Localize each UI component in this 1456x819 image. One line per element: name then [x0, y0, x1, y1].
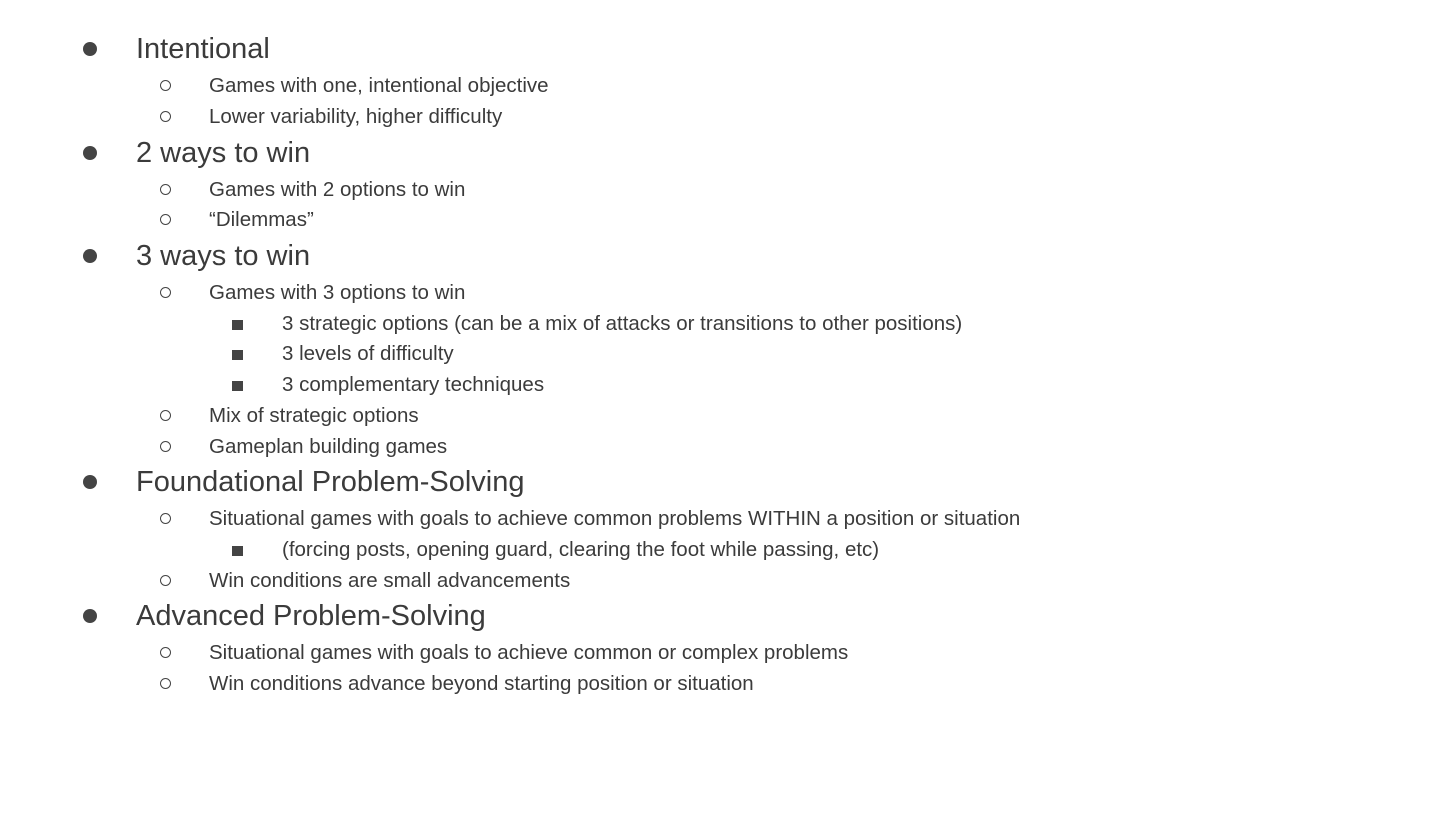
filled-square-bullet-icon	[232, 320, 243, 330]
sub-bullet-text: Games with 2 options to win	[209, 178, 466, 201]
hollow-circle-bullet-icon	[160, 410, 171, 421]
hollow-circle-bullet-icon	[160, 111, 171, 122]
sub-bullet-text: “Dilemmas”	[209, 208, 314, 231]
sub-bullet-text: Situational games with goals to achieve common or complex problems	[209, 641, 849, 664]
sub-bullet-text: Win conditions advance beyond starting position or situation	[209, 672, 754, 695]
filled-circle-bullet-icon	[83, 475, 97, 489]
sub-sub-bullet-text: 3 levels of difficulty	[282, 342, 454, 365]
sub-bullet-text: Games with 3 options to win	[209, 281, 466, 304]
bullet-text: Advanced Problem-Solving	[136, 600, 486, 632]
filled-circle-bullet-icon	[83, 146, 97, 160]
hollow-circle-bullet-icon	[160, 287, 171, 298]
sub-bullet-text: Games with one, intentional objective	[209, 74, 549, 97]
filled-square-bullet-icon	[232, 350, 243, 360]
hollow-circle-bullet-icon	[160, 214, 171, 225]
bullet-text: 2 ways to win	[136, 137, 311, 169]
sub-bullet-text: Gameplan building games	[209, 435, 448, 458]
bullet-text: Intentional	[136, 33, 270, 65]
sub-bullet-text: Mix of strategic options	[209, 404, 419, 427]
hollow-circle-bullet-icon	[160, 678, 171, 689]
sub-sub-bullet-text: (forcing posts, opening guard, clearing the foot while passing, etc)	[282, 538, 880, 561]
filled-circle-bullet-icon	[83, 609, 97, 623]
hollow-circle-bullet-icon	[160, 513, 171, 524]
hollow-circle-bullet-icon	[160, 647, 171, 658]
sub-sub-bullet-text: 3 complementary techniques	[282, 373, 545, 396]
sub-bullet-text: Win conditions are small advancements	[209, 569, 571, 592]
filled-circle-bullet-icon	[83, 249, 97, 263]
bullet-text: 3 ways to win	[136, 240, 311, 272]
filled-circle-bullet-icon	[83, 42, 97, 56]
hollow-circle-bullet-icon	[160, 184, 171, 195]
sub-bullet-text: Situational games with goals to achieve common problems WITHIN a position or situation	[209, 507, 1021, 530]
sub-sub-bullet-text: 3 strategic options (can be a mix of attacks or transitions to other positions)	[282, 312, 963, 335]
filled-square-bullet-icon	[232, 381, 243, 391]
hollow-circle-bullet-icon	[160, 441, 171, 452]
bullet-text: Foundational Problem-Solving	[136, 466, 525, 498]
filled-square-bullet-icon	[232, 546, 243, 556]
sub-bullet-text: Lower variability, higher difficulty	[209, 105, 503, 128]
hollow-circle-bullet-icon	[160, 80, 171, 91]
hollow-circle-bullet-icon	[160, 575, 171, 586]
